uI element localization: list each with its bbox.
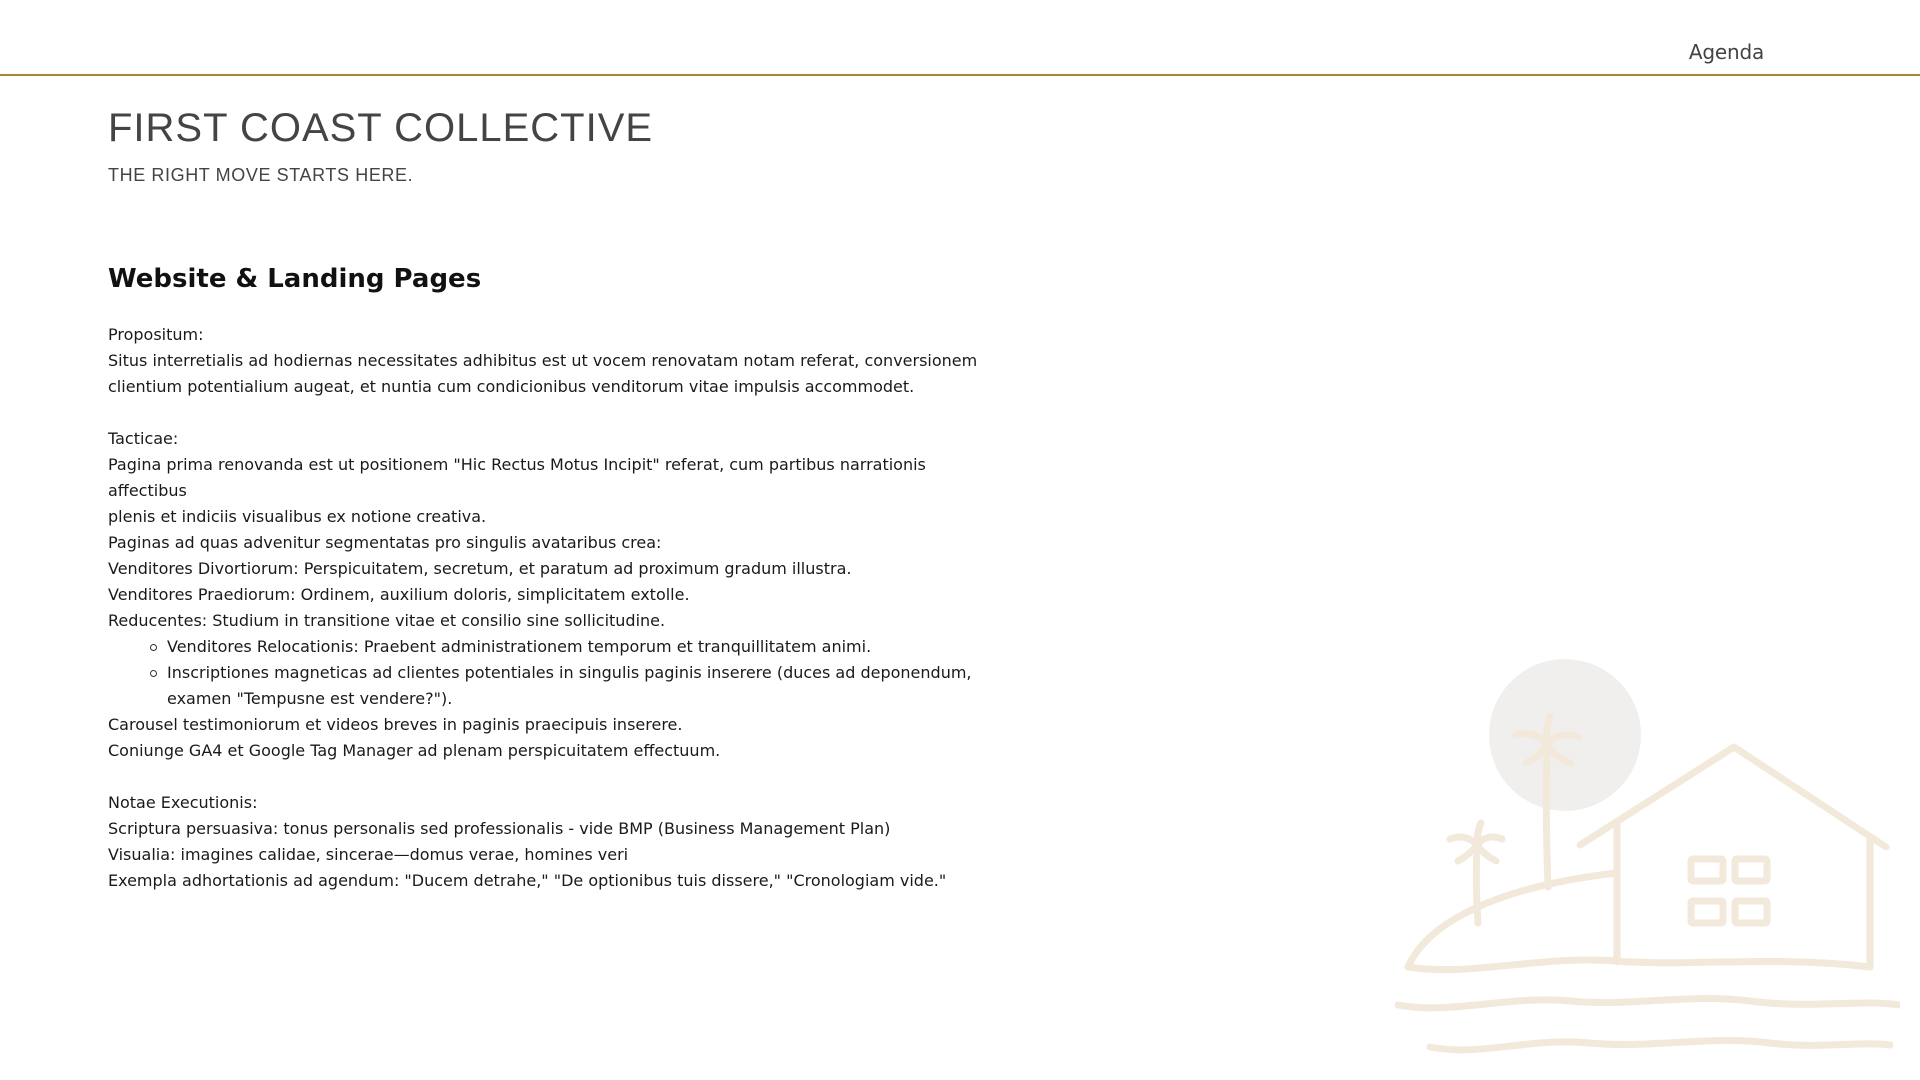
tactics-heading: Tacticae: [108, 429, 179, 448]
sub-bullet-list [108, 634, 988, 712]
tactics-text-line: Coniunge GA4 et Google Tag Manager ad plenam perspicuitatem effectuum. [108, 741, 721, 760]
island-hill-icon [1408, 873, 1617, 967]
top-header [0, 0, 1920, 76]
sub-bullet-text: Inscriptiones magneticas ad clientes potentiales in singulis paginis inserere (duces ad deponendum, [167, 663, 972, 682]
purpose-text-line: clientium potentialium augeat, et nuntia cum condicionibus venditorum vitae impulsis accommodet. [108, 377, 915, 396]
tactics-text-line: Carousel testimoniorum et videos breves in paginis praecipuis inserere. [108, 715, 683, 734]
agenda-nav-link[interactable]: Agenda [1688, 40, 1764, 64]
section-title: Website & Landing Pages [108, 264, 482, 294]
spacer [108, 764, 988, 790]
tactics-text-line: plenis et indiciis visualibus ex notione creativa. [108, 507, 487, 526]
purpose-text-line: Situs interretialis ad hodiernas necessitates adhibitus est ut vocem renovatam notam referat, conversionem [108, 351, 978, 370]
tactics-text-line: Pagina prima renovanda est ut positionem "Hic Rectus Motus Incipit" referat, cum partibus narrationis affectibus [108, 455, 926, 500]
sub-bullet-item [167, 660, 988, 712]
notes-heading: Notae Executionis: [108, 793, 258, 812]
notes-text-line: Visualia: imagines calidae, sincerae—domus verae, homines veri [108, 845, 629, 864]
tactics-text-line: Reducentes: Studium in transitione vitae et consilio sine sollicitudine. [108, 611, 666, 630]
tactics-text-line: Paginas ad quas advenitur segmentatas pro singulis avataribus crea: [108, 533, 662, 552]
waves-icon [1398, 960, 1900, 1050]
brand-tagline: THE RIGHT MOVE STARTS HERE. [108, 165, 414, 185]
main-content [108, 262, 988, 894]
brand-block [108, 104, 653, 186]
sub-bullet-item: Venditores Relocationis: Praebent administrationem temporum et tranquillitatem animi. [167, 634, 988, 660]
notes-text-line: Exempla adhortationis ad agendum: "Ducem detrahe," "De optionibus tuis dissere," "Cronologiam vide." [108, 871, 947, 890]
spacer [108, 400, 988, 426]
purpose-heading: Propositum: [108, 325, 204, 344]
beach-house-illustration-icon [1390, 655, 1900, 1060]
tactics-text-line: Venditores Divortiorum: Perspicuitatem, secretum, et paratum ad proximum gradum illustra. [108, 559, 852, 578]
brand-title: FIRST COAST COLLECTIVE [108, 106, 654, 150]
sub-bullet-text-continued: examen "Tempusne est vendere?"). [167, 689, 453, 708]
tactics-text-line: Venditores Praediorum: Ordinem, auxilium doloris, simplicitatem extolle. [108, 585, 690, 604]
notes-text-line: Scriptura persuasiva: tonus personalis sed professionalis - vide BMP (Business Management Plan) [108, 819, 891, 838]
